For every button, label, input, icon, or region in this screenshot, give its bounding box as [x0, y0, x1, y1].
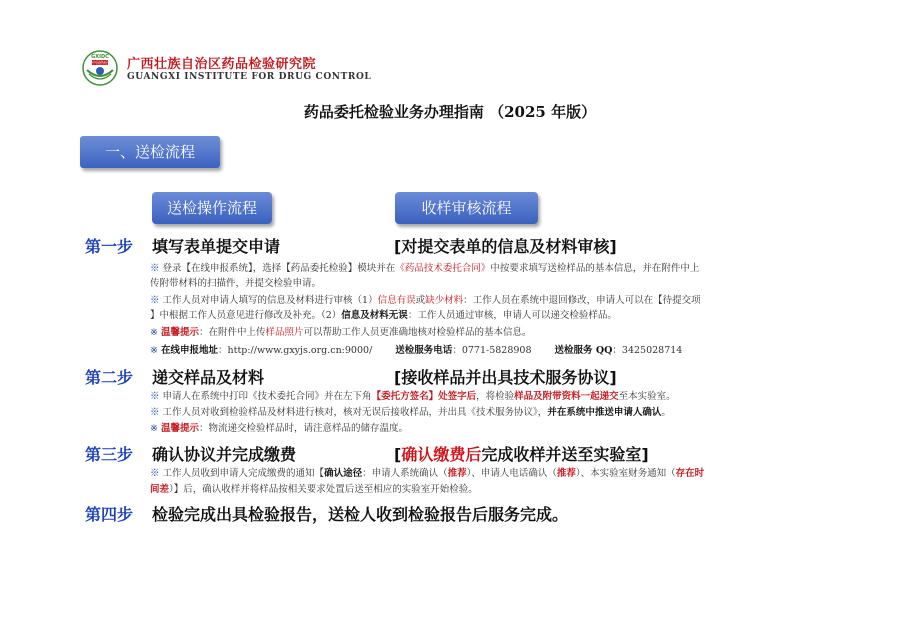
step1-title: 填写表单提交申请: [152, 237, 281, 256]
step1-note-3: ※ 温馨提示：在附件中上传样品照片可以帮助工作人员更准确地核对检验样品的基本信息。: [150, 327, 532, 338]
step1-note-2-cont: 】中根据工作人员意见进行修改及补充。（2）信息及材料无误：工作人员通过审核，申请人可以递交检验样品。: [150, 310, 617, 321]
institute-name-cn: 广西壮族自治区药品检验研究院: [127, 57, 317, 72]
step1-note-2: ※ 工作人员对申请人填写的信息及材料进行审核（1）信息有误或缺少材料：工作人员在系统中退回修改，申请人可以在【待提交项: [150, 295, 701, 306]
step2-number: 第二步: [85, 368, 134, 387]
step1-note-4: ※ 在线申报地址：http://www.gxyjs.org.cn:9000/ 送检服务电话：0771-5828908 送检服务 QQ：3425028714: [150, 345, 683, 356]
document-title: 药品委托检验业务办理指南 （2025 年版）: [303, 103, 597, 121]
service-phone: ：0771-5828908: [452, 345, 532, 356]
logo-top-text: GXIDC: [91, 54, 109, 60]
step4-number: 第四步: [85, 505, 134, 524]
step2-note-1: ※ 申请人在系统中打印《技术委托合同》并在左下角【委托方签名】处签字后，将检验样品及附带资料一起递交至本实验室。: [150, 391, 676, 402]
note-mark: ※: [150, 327, 158, 338]
logo-text: 中国药检: [92, 60, 108, 65]
step2-title: 递交样品及材料: [152, 368, 265, 387]
step4-title: 检验完成出具检验报告，送检人收到检验报告后服务完成。: [152, 505, 569, 524]
step2-note-3: ※ 温馨提示：物流递交检验样品时，请注意样品的储存温度。: [150, 423, 409, 434]
step1-note-1: ※ 登录【在线申报系统】，选择【药品委托检验】模块并在《药品技术委托合同》中按要求填写送检样品的基本信息，并在附件中上: [150, 263, 700, 274]
step2-review: [接收样品并出具技术服务协议]: [394, 368, 617, 387]
step3-title: 确认协议并完成缴费: [152, 445, 297, 464]
column-heading-submission: 送检操作流程: [152, 192, 272, 224]
note-mark: ※: [150, 263, 160, 274]
step3-note-1-cont: 间差）】后，确认收样并将样品按相关要求处置后送至相应的实验室开始检验。: [150, 484, 478, 495]
note-mark: ※: [150, 391, 160, 402]
institute-logo-icon: [82, 50, 118, 86]
note-mark: ※: [150, 423, 158, 434]
step1-number: 第一步: [85, 237, 134, 256]
step1-note-1-cont: 传附带材料的扫描件，并提交检验申请。: [150, 278, 322, 289]
note-mark: ※: [150, 345, 158, 356]
note-mark: ※: [150, 407, 160, 418]
note-mark: ※: [150, 295, 160, 306]
step2-note-2: ※ 工作人员对收到检验样品及材料进行核对，核对无误后接收样品，并出具《技术服务协议》，并在系统中推送申请人确认。: [150, 407, 671, 418]
step3-number: 第三步: [85, 445, 134, 464]
note-mark: ※: [150, 468, 160, 479]
step3-review: [确认缴费后完成收样并送至实验室]: [394, 445, 649, 464]
column-heading-review: 收样审核流程: [395, 192, 538, 224]
section-heading: 一、送检流程: [80, 136, 220, 168]
service-qq: ：3425028714: [612, 345, 683, 356]
online-address-link[interactable]: ：http://www.gxyjs.org.cn:9000/: [218, 345, 373, 356]
institute-name-en: GUANGXI INSTITUTE FOR DRUG CONTROL: [127, 72, 372, 82]
step1-review: [对提交表单的信息及材料审核]: [394, 237, 617, 256]
step3-note-1: ※ 工作人员收到申请人完成缴费的通知【确认途径：申请人系统确认（推荐）、申请人电话确认（推荐）、本实验室财务通知（存在时: [150, 468, 705, 479]
